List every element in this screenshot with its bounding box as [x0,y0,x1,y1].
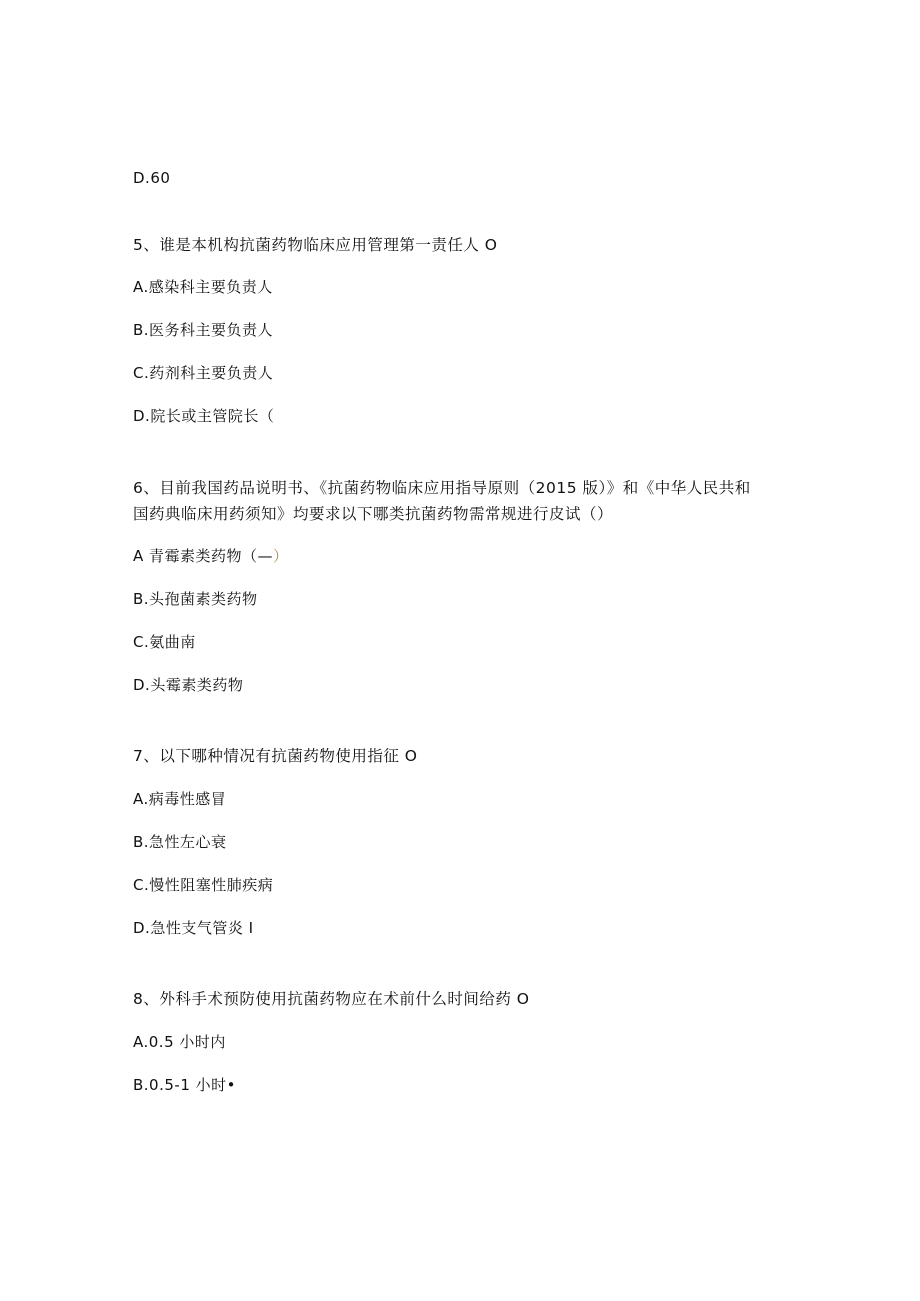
question-8-stem: 8、外科手术预防使用抗菌药物应在术前什么时间给药 O [133,990,530,1008]
answer-mark: ） [273,547,289,565]
question-6-option-b: B.头孢菌素类药物 [133,590,258,608]
question-5-option-a: A.感染科主要负责人 [133,278,273,296]
question-8-option-a: A.0.5 小时内 [133,1033,226,1051]
question-8-option-b: B.0.5-1 小时• [133,1076,236,1094]
question-7-stem: 7、以下哪种情况有抗菌药物使用指征 O [133,747,418,765]
question-5-option-c: C.药剂科主要负责人 [133,364,274,382]
question-6-option-c: C.氨曲南 [133,633,196,651]
question-6-option-a [133,546,289,566]
option-d-prev: D.60 [133,169,171,187]
question-5-option-b: B.医务科主要负责人 [133,321,274,339]
question-6-option-d: D.头霉素类药物 [133,676,244,694]
question-5-option-d: D.院长或主管院长（ [133,407,275,425]
question-7-option-a: A.病毒性感冒 [133,790,227,808]
question-7-option-c: C.慢性阻塞性肺疾病 [133,876,274,894]
question-7-option-d: D.急性支气管炎 I [133,919,254,937]
question-5-stem: 5、谁是本机构抗菌药物临床应用管理第一责任人 O [133,236,498,254]
question-6-option-a-text: A 青霉素类药物（— [133,547,274,565]
question-6-stem-line-2: 国药典临床用药须知》均要求以下哪类抗菌药物需常规进行皮试（） [133,505,614,523]
question-7-option-b: B.急性左心衰 [133,833,227,851]
question-6-stem-line-1: 6、目前我国药品说明书、《抗菌药物临床应用指导原则（2015 版）》和《中华人民共和 [133,479,751,497]
